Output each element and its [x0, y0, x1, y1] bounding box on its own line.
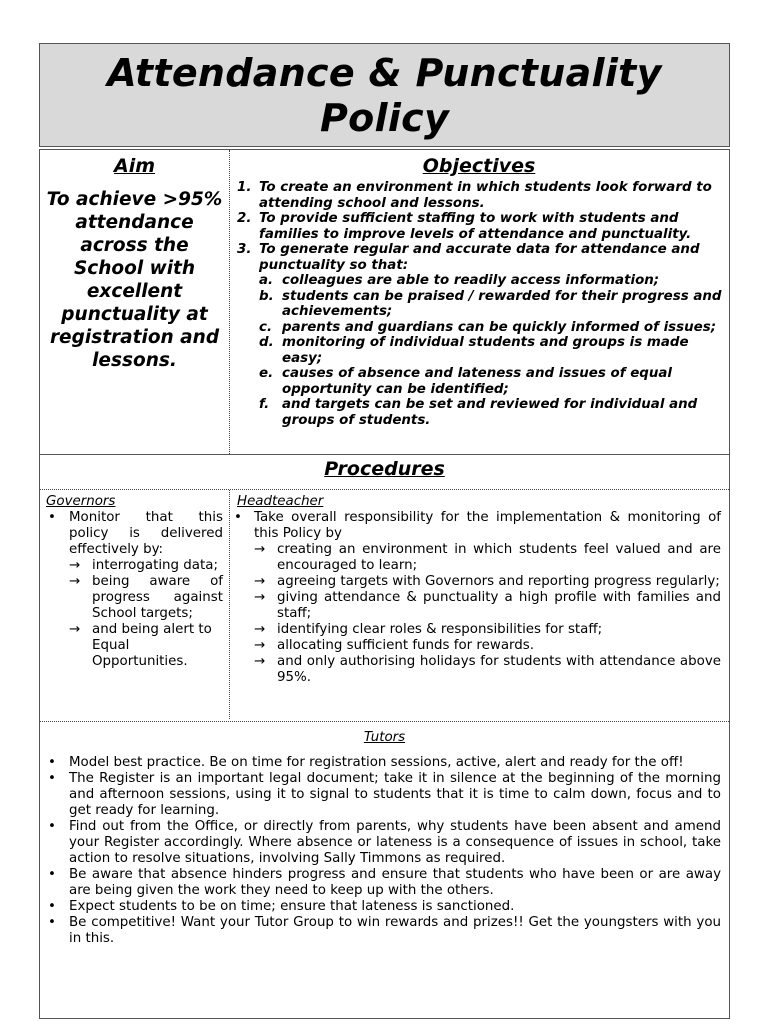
objective-subitem — [231, 320, 727, 336]
objective-number: 3. — [237, 242, 252, 257]
objective-text: To provide sufficient staffing to work with students and families to improve levels of attendance and punctuality. — [259, 211, 692, 242]
bullet-icon: • — [48, 915, 56, 930]
objectives-list — [231, 180, 727, 273]
governors-section — [40, 490, 230, 719]
tutors-bullet-text: Model best practice. Be on time for registration sessions, active, alert and ready for the off! — [69, 755, 684, 770]
arrow-item — [69, 574, 223, 622]
arrow-right-icon: → — [69, 574, 81, 589]
arrow-right-icon: → — [254, 638, 266, 653]
subitem-letter: e. — [259, 366, 274, 381]
procedures-row — [40, 489, 729, 720]
governors-arrow-list — [69, 558, 223, 670]
governors-title: Governors — [46, 494, 116, 509]
bullet-icon: • — [48, 819, 56, 834]
subitem-letter: c. — [259, 319, 273, 335]
tutors-bullet-text: Be competitive! Want your Tutor Group to win rewards and prizes!! Get the youngsters with you in this. — [69, 915, 721, 946]
aim-heading: Aim — [113, 155, 155, 177]
arrow-item-text: giving attendance & punctuality a high profile with families and staff; — [277, 590, 721, 621]
list-item — [40, 755, 729, 771]
tutors-bullet-text: Be aware that absence hinders progress and ensure that students who have been or are away are being given the work they need to keep up with the others. — [69, 867, 721, 898]
objective-subitem — [231, 289, 727, 320]
bullet-icon: • — [234, 510, 242, 525]
governors-bullet-text: Monitor that this policy is delivered effectively by: — [69, 510, 223, 557]
tutors-bullet-text: Expect students to be on time; ensure that lateness is sanctioned. — [69, 899, 515, 914]
arrow-item — [254, 654, 721, 686]
objective-subitems-list — [231, 273, 727, 428]
subitem-text: monitoring of individual students and groups is made easy; — [282, 335, 689, 366]
arrow-item — [254, 638, 721, 654]
arrow-right-icon: → — [254, 654, 266, 669]
objectives-heading: Objectives — [422, 155, 536, 177]
arrow-right-icon: → — [69, 622, 81, 637]
objective-text: To create an environment in which students look forward to attending school and lessons. — [259, 180, 712, 211]
subitem-letter: f. — [259, 397, 270, 412]
tutors-bullet-text: Find out from the Office, or directly from parents, why students have been absent and amend your Register accordingly. Where absence or lateness is a consequence of issues in school, take action to resolve situations, involving Sally Timmons as required. — [69, 819, 721, 866]
headteacher-arrow-list — [254, 542, 721, 686]
bullet-icon: • — [48, 867, 56, 882]
subitem-letter: b. — [259, 288, 274, 304]
policy-table — [39, 149, 730, 1019]
tutors-title: Tutors — [363, 730, 406, 745]
arrow-right-icon: → — [254, 542, 266, 557]
objective-text: To generate regular and accurate data for attendance and punctuality so that: — [259, 242, 700, 273]
list-item — [40, 819, 729, 867]
section-divider — [40, 454, 729, 455]
arrow-item-text: identifying clear roles & responsibilities for staff; — [277, 622, 603, 637]
list-item — [40, 867, 729, 899]
list-item — [231, 510, 727, 686]
subitem-text: causes of absence and lateness and issues of equal opportunity can be identified; — [282, 366, 673, 397]
arrow-item-text: creating an environment in which students feel valued and are encouraged to learn; — [277, 542, 721, 573]
subitem-text: students can be praised / rewarded for their progress and achievements; — [282, 288, 722, 319]
bullet-icon: • — [48, 899, 56, 914]
procedures-heading: Procedures — [324, 458, 445, 480]
objective-number: 2. — [237, 211, 252, 226]
tutors-list — [40, 755, 729, 947]
objective-number: 1. — [237, 180, 252, 195]
arrow-item-text: and being alert to Equal Opportunities. — [92, 622, 212, 669]
aim-section — [40, 150, 230, 454]
arrow-item-text: agreeing targets with Governors and reporting progress regularly; — [277, 574, 720, 589]
arrow-item — [254, 574, 721, 590]
arrow-item-text: allocating sufficient funds for rewards. — [277, 638, 535, 653]
arrow-right-icon: → — [69, 558, 81, 573]
objective-item — [231, 211, 727, 242]
objectives-section — [231, 150, 727, 454]
page-title-line-2: Policy — [319, 96, 450, 140]
headteacher-section — [231, 490, 727, 719]
arrow-item — [254, 622, 721, 638]
arrow-item-text: and only authorising holidays for students with attendance above 95%. — [277, 654, 721, 685]
bullet-icon: • — [48, 755, 56, 770]
objective-subitem — [231, 335, 727, 366]
arrow-right-icon: → — [254, 574, 266, 589]
subitem-letter: a. — [259, 273, 274, 288]
objective-subitem — [231, 273, 727, 289]
objective-item — [231, 180, 727, 211]
page-title-line-1: Attendance & Punctuality — [107, 51, 662, 95]
bullet-icon: • — [48, 771, 56, 786]
arrow-item — [254, 542, 721, 574]
objective-item — [231, 242, 727, 273]
aim-text: To achieve >95% attendance across the School with excellent punctuality at registration and lessons. — [46, 189, 223, 371]
bullet-icon: • — [48, 510, 56, 525]
arrow-item-text: being aware of progress against School targets; — [92, 574, 223, 621]
subitem-text: parents and guardians can be quickly informed of issues; — [282, 319, 717, 335]
subitem-text: and targets can be set and reviewed for individual and groups of students. — [282, 397, 698, 428]
subitem-letter: d. — [259, 335, 274, 350]
title-banner — [39, 43, 730, 147]
arrow-right-icon: → — [254, 590, 266, 605]
headteacher-list — [231, 510, 727, 686]
list-item — [40, 771, 729, 819]
governors-list — [40, 510, 229, 670]
arrow-item — [254, 590, 721, 622]
subitem-text: colleagues are able to readily access information; — [282, 273, 660, 288]
list-item — [40, 915, 729, 947]
tutors-section — [40, 721, 729, 1012]
objective-subitem — [231, 366, 727, 397]
objective-subitem — [231, 397, 727, 428]
headteacher-title: Headteacher — [237, 494, 324, 509]
arrow-item-text: interrogating data; — [92, 558, 218, 573]
arrow-item — [69, 558, 223, 574]
arrow-right-icon: → — [254, 622, 266, 637]
list-item — [40, 510, 229, 670]
list-item — [40, 899, 729, 915]
tutors-bullet-text: The Register is an important legal document; take it in silence at the beginning of the morning and afternoon sessions, using it to signal to students that it is time to calm down, focus and to get ready for learning. — [69, 771, 721, 818]
arrow-item — [69, 622, 223, 670]
headteacher-bullet-text: Take overall responsibility for the implementation & monitoring of this Policy by — [254, 510, 721, 541]
